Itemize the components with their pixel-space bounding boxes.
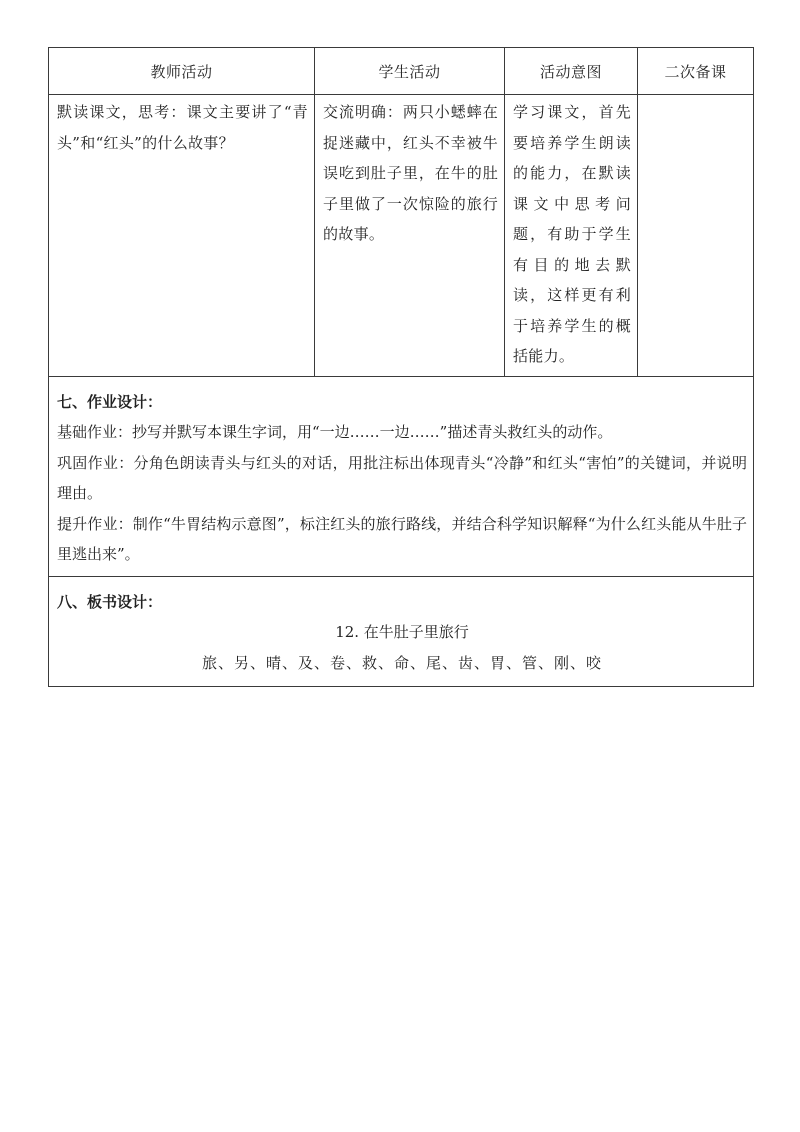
lesson-table [48, 47, 754, 687]
board-lesson-title: 12. 在牛肚子里旅行 [335, 623, 469, 641]
homework-item-consolidate: 巩固作业：分角色朗读青头与红头的对话，用批注标出体现青头“冷静”和红头“害怕”的关键词，并说明理由。 [57, 453, 747, 502]
board-section [49, 576, 754, 687]
teacher-activity-cell [49, 95, 315, 377]
student-activity-text: 交流明确：两只小蟋蟀在捉迷藏中，红头不幸被牛误吃到肚子里，在牛的肚子里做了一次惊险的旅行的故事。 [323, 103, 498, 243]
homework-section [49, 376, 754, 576]
teacher-activity-text: 默读课文，思考：课文主要讲了“青头”和“红头”的什么故事？ [57, 103, 308, 152]
activity-intent-cell [505, 95, 638, 377]
activity-intent-text: 学习课文，首先要培养学生朗读的能力，在默读课文中思考问题，有助于学生有目的地去默读，这样更有利于培养学生的概括能力。 [513, 103, 631, 365]
board-title: 八、板书设计： [57, 592, 163, 611]
board-characters: 旅、另、晴、及、卷、救、命、尾、齿、胃、管、刚、咬 [201, 653, 602, 672]
homework-row [49, 376, 754, 576]
homework-item-basic: 基础作业：抄写并默写本课生字词，用“一边……一边……”描述青头救红头的动作。 [57, 423, 613, 441]
second-preparation-cell [638, 95, 754, 377]
table-row [49, 95, 754, 377]
header-second-preparation: 二次备课 [638, 48, 754, 95]
second-preparation-text [638, 95, 753, 101]
homework-item-advanced: 提升作业：制作“牛胃结构示意图”，标注红头的旅行路线，并结合科学知识解释“为什么红头能从牛肚子里逃出来”。 [57, 514, 747, 563]
homework-title: 七、作业设计： [57, 392, 163, 411]
table-header-row [49, 48, 754, 95]
header-activity-intent: 活动意图 [505, 48, 638, 95]
lesson-plan-page [48, 47, 753, 687]
header-teacher-activity: 教师活动 [49, 48, 315, 95]
header-student-activity: 学生活动 [315, 48, 505, 95]
student-activity-cell [315, 95, 505, 377]
board-row [49, 576, 754, 687]
